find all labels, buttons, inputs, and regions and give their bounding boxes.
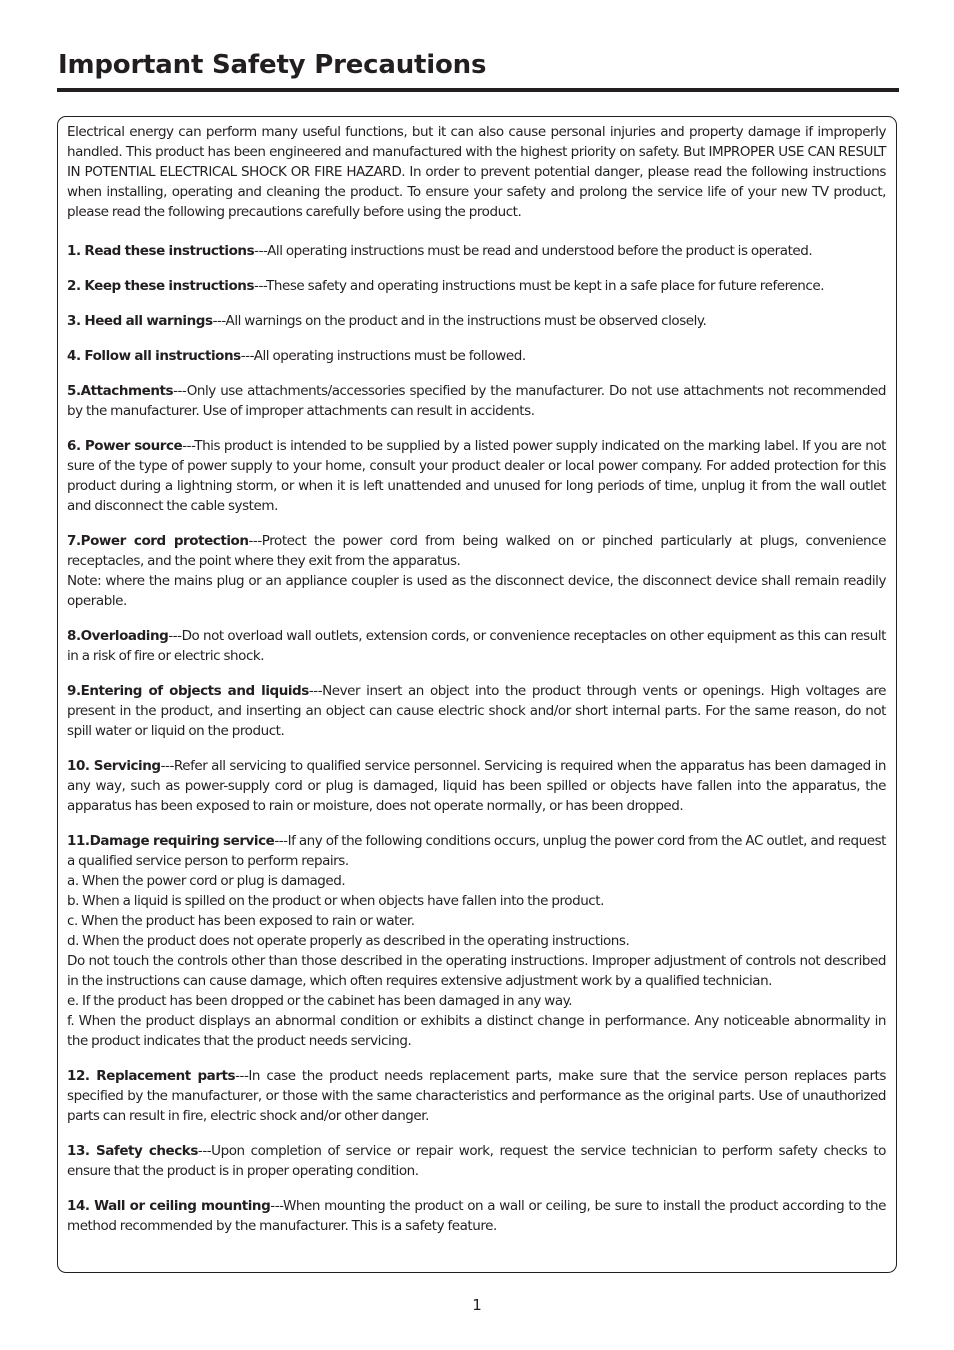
- precaution-heading: 5.Attachments: [67, 383, 174, 399]
- precaution-text: ---Never insert an object into the product through vents or openings. High voltages are present in the product, and inserting an object can cause electric shock and/or short internal parts. For the same reason, do not spill water or liquid on the product.: [67, 683, 886, 739]
- page-number: 1: [472, 1296, 482, 1314]
- condition-f: f. When the product displays an abnormal condition or exhibits a distinct change in performance. Any noticeable abnormality in the product indicates that the product needs servicing.: [67, 1013, 886, 1049]
- precaution-text: ---Refer all servicing to qualified service personnel. Servicing is required when the apparatus has been damaged in any way, such as power-supply cord or plug is damaged, liquid has been spilled or objects have fallen into the apparatus, the apparatus has been exposed to rain or moisture, does not operate normally, or has been dropped.: [67, 758, 886, 814]
- precaution-heading: 2. Keep these instructions: [67, 278, 255, 294]
- precaution-item-3: [67, 311, 886, 331]
- precaution-item-14: [67, 1196, 886, 1236]
- precaution-text: ---These safety and operating instructions must be kept in a safe place for future reference.: [254, 278, 825, 294]
- precaution-item-6: [67, 436, 886, 516]
- precaution-heading: 12. Replacement parts: [67, 1068, 236, 1084]
- precaution-text: ---Only use attachments/accessories specified by the manufacturer. Do not use attachments not recommended by the manufacturer. Use of improper attachments can result in accidents.: [67, 383, 886, 419]
- condition-c: c. When the product has been exposed to rain or water.: [67, 913, 415, 929]
- intro-paragraph: Electrical energy can perform many useful functions, but it can also cause personal injuries and property damage if improperly handled. This product has been engineered and manufactured with the highest priority on safety. But IMPROPER USE CAN RESULT IN POTENTIAL ELECTRICAL SHOCK OR FIRE HAZARD. In order to prevent potential danger, please read the following instructions when installing, operating and cleaning the product. To ensure your safety and prolong the service life of your new TV product, please read the following precautions carefully before using the product.: [67, 124, 886, 220]
- precaution-item-1: [67, 241, 886, 261]
- precaution-item-5: [67, 381, 886, 421]
- precaution-item-2: [67, 276, 886, 296]
- precaution-heading: 3. Heed all warnings: [67, 313, 213, 329]
- condition-d: d. When the product does not operate properly as described in the operating instructions.: [67, 933, 630, 949]
- precaution-heading: 8.Overloading: [67, 628, 169, 644]
- controls-warning: Do not touch the controls other than those described in the operating instructions. Improper adjustment of controls not described in the instructions can cause damage, which often requires extensive adjustment work by a qualified technician.: [67, 953, 886, 989]
- precaution-text: ---When mounting the product on a wall or ceiling, be sure to install the product according to the method recommended by the manufacturer. This is a safety feature.: [67, 1198, 886, 1234]
- precaution-item-8: [67, 626, 886, 666]
- precaution-text: ---All operating instructions must be read and understood before the product is operated.: [254, 243, 813, 259]
- condition-a: a. When the power cord or plug is damaged.: [67, 873, 346, 889]
- precaution-text: ---In case the product needs replacement parts, make sure that the service person replaces parts specified by the manufacturer, or those with the same characteristics and performance as the original parts. Use of unauthorized parts can result in fire, electric shock and/or other danger.: [67, 1068, 886, 1124]
- precaution-heading: 1. Read these instructions: [67, 243, 255, 259]
- precaution-note: Note: where the mains plug or an appliance coupler is used as the disconnect device, the disconnect device shall remain readily operable.: [67, 573, 886, 609]
- precaution-text: ---If any of the following conditions occurs, unplug the power cord from the AC outlet, and request a qualified service person to perform repairs.: [67, 833, 886, 869]
- precaution-heading: 10. Servicing: [67, 758, 161, 774]
- precaution-item-12: [67, 1066, 886, 1126]
- precaution-text: ---This product is intended to be supplied by a listed power supply indicated on the marking label. If you are not sure of the type of power supply to your home, consult your product dealer or local power company. For added protection for this product during a lightning storm, or when it is left unattended and unused for long periods of time, unplug it from the wall outlet and disconnect the cable system.: [67, 438, 886, 514]
- condition-e: e. If the product has been dropped or the cabinet has been damaged in any way.: [67, 993, 573, 1009]
- page-title: Important Safety Precautions: [58, 50, 487, 80]
- precaution-text: ---Upon completion of service or repair work, request the service technician to perform safety checks to ensure that the product is in proper operating condition.: [67, 1143, 886, 1179]
- precaution-heading: 7.Power cord protection: [67, 533, 249, 549]
- precaution-heading: 9.Entering of objects and liquids: [67, 683, 309, 699]
- safety-precautions-box: [57, 116, 897, 1273]
- precaution-item-9: [67, 681, 886, 741]
- title-underline: [57, 88, 899, 92]
- precaution-heading: 6. Power source: [67, 438, 183, 454]
- precaution-text: ---Protect the power cord from being walked on or pinched particularly at plugs, convenience receptacles, and the point where they exit from the apparatus.: [67, 533, 886, 569]
- precaution-heading: 4. Follow all instructions: [67, 348, 241, 364]
- precaution-heading: 14. Wall or ceiling mounting: [67, 1198, 271, 1214]
- precaution-text: ---All warnings on the product and in the instructions must be observed closely.: [212, 313, 707, 329]
- precaution-item-4: [67, 346, 886, 366]
- precaution-text: ---All operating instructions must be followed.: [240, 348, 526, 364]
- condition-b: b. When a liquid is spilled on the product or when objects have fallen into the product.: [67, 893, 604, 909]
- precaution-heading: 11.Damage requiring service: [67, 833, 275, 849]
- precaution-item-10: [67, 756, 886, 816]
- precaution-item-7: [67, 531, 886, 571]
- precaution-item-13: [67, 1141, 886, 1181]
- precaution-item-11: [67, 831, 886, 871]
- precaution-text: ---Do not overload wall outlets, extension cords, or convenience receptacles on other equipment as this can result in a risk of fire or electric shock.: [67, 628, 886, 664]
- precaution-heading: 13. Safety checks: [67, 1143, 198, 1159]
